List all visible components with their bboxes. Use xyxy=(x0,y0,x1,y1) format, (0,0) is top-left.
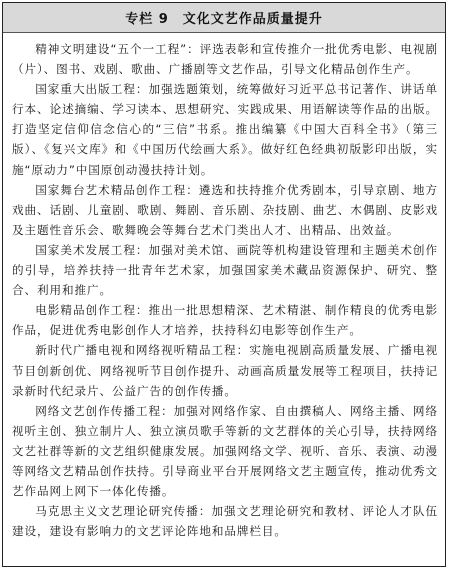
column-box xyxy=(2,2,446,567)
column-header xyxy=(3,3,445,33)
column-number: 专栏 9 xyxy=(125,12,169,27)
paragraph-broadcast-project: 新时代广播电视和网络视听精品工程：实施电视剧高质量发展、广播电视节目创新创优、网络视听节目创作提升、动画高质量发展等工程项目，扶持记录新时代纪录片、公益广告的创作传播。 xyxy=(12,343,438,398)
paragraph-film-project: 电影精品创作工程：推出一批思想精深、艺术精湛、制作精良的优秀电影作品，促进优秀电影创作人才培养，扶持科幻电影等创作生产。 xyxy=(12,303,438,338)
paragraph-stage-art-project: 国家舞台艺术精品创作工程：遴选和扶持推介优秀剧本，引导京剧、地方戏曲、话剧、儿童剧、歌剧、舞剧、音乐剧、杂技剧、曲艺、木偶剧、皮影戏及主题性音乐会、歌舞晚会等舞台艺术门类出人才、出精品、出效益。 xyxy=(12,182,438,237)
column-body xyxy=(3,33,445,545)
paragraph-online-art-project: 网络文艺创作传播工程：加强对网络作家、自由撰稿人、网络主播、网络视听主创、独立制片人、独立演员歌手等新的文艺群体的关心引导，扶持网络文艺社群等新的文艺组织健康发展。加强网络文学、视听、音乐、表演、动漫等网络文艺精品创作扶持。引导商业平台开展网络文艺主题宣传，推动优秀文艺作品网上网下一体化传播。 xyxy=(12,403,438,499)
column-title: 文化文艺作品质量提升 xyxy=(182,12,323,27)
paragraph-five-one-project: 精神文明建设“五个一工程”：评选表彰和宣传推介一批优秀电影、电视剧（片）、图书、戏剧、歌曲、广播剧等文艺作品，引导文化精品创作生产。 xyxy=(12,42,438,77)
paragraph-fine-art-project: 国家美术发展工程：加强对美术馆、画院等机构建设管理和主题美术创作的引导，培养扶持一批青年艺术家，加强国家美术藏品资源保护、研究、整合、利用和推广。 xyxy=(12,242,438,298)
paragraph-marxist-theory: 马克思主义文艺理论研究传播：加强文艺理论研究和教材、评论人才队伍建设，建设有影响力的文艺评论阵地和品牌栏目。 xyxy=(12,504,438,539)
paragraph-publishing-project: 国家重大出版工程：加强选题策划，统筹做好习近平总书记著作、讲话单行本、论述摘编、学习读本、思想研究、实践成果、用语解读等作品的出版。打造坚定信仰信念信心的“三信”书系。推出编纂《中国大百科全书》（第三版）、《复兴文库》和《中国历代绘画大系》。做好红色经典初版影印出版，实施“原动力”中国原创动漫扶持计划。 xyxy=(12,82,438,177)
